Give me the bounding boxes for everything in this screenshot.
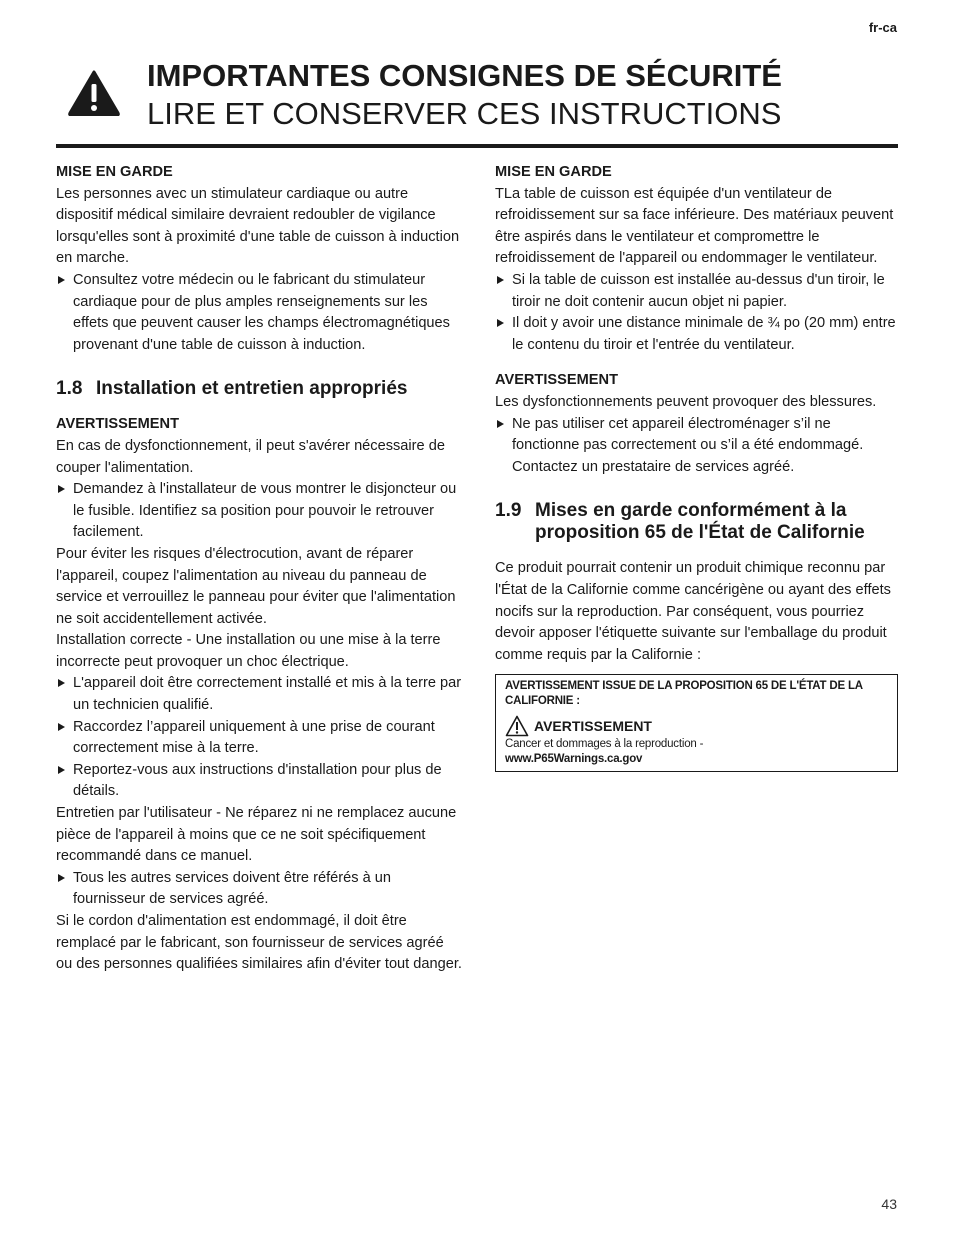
paragraph: Installation correcte - Une installation ou une mise à la terre incorrecte peut provoquer un choc électrique. xyxy=(56,632,441,670)
caution-list xyxy=(56,270,462,356)
prop65-text: Ce produit pourrait contenir un produit chimique reconnu par l'État de la Californie comme cancérigène ou ayant des effets nocifs sur la reproduction. Par conséquent, vous pourriez devoir apposer l'étiquette suivante sur l'emballage du produit comme requis par la Californie : xyxy=(495,560,891,663)
warning-label: AVERTISSEMENT xyxy=(56,416,179,433)
header-divider xyxy=(56,144,898,148)
bullet-arrow-icon xyxy=(58,679,65,687)
list-item: Consultez votre médecin ou le fabricant du stimulateur cardiaque pour de plus amples renseignements sur les effets que peuvent causer les champs électromagnétiques provenant d'une table de cuisson à induction. xyxy=(56,270,462,356)
bullet-arrow-icon xyxy=(58,723,65,731)
bullet-arrow-icon xyxy=(497,319,504,327)
page-subtitle: LIRE ET CONSERVER CES INSTRUCTIONS xyxy=(147,96,782,131)
right-column xyxy=(495,162,898,772)
left-column xyxy=(56,162,462,976)
warning-list xyxy=(56,479,462,544)
caution-text: TLa table de cuisson est équipée d'un ventilateur de refroidissement sur sa face inférieure. Des matériaux peuvent être aspirés dans le ventilateur et compromettre le refroidissement de l'appareil ou endommager le ventilateur. xyxy=(495,185,894,267)
warning-triangle-icon xyxy=(505,715,529,737)
bullet-arrow-icon xyxy=(58,485,65,493)
maintenance-list xyxy=(56,868,462,911)
bullet-arrow-icon xyxy=(58,276,65,284)
paragraph: Si le cordon d'alimentation est endommagé, il doit être remplacé par le fabricant, son fournisseur de services agréé ou des personnes qualifiées similaires afin d'éviter tout danger. xyxy=(56,913,462,973)
bullet-arrow-icon xyxy=(497,276,504,284)
prop65-label-title: AVERTISSEMENT ISSUE DE LA PROPOSITION 65 DE L'ÉTAT DE LA CALIFORNIE : xyxy=(505,680,863,708)
caution-list xyxy=(495,270,898,356)
bullet-arrow-icon xyxy=(58,874,65,882)
page-title: IMPORTANTES CONSIGNES DE SÉCURITÉ xyxy=(147,58,782,93)
caution-label: MISE EN GARDE xyxy=(495,164,612,180)
list-item: Ne pas utiliser cet appareil électroménager s’il ne fonctionne pas correctement ou s’il a été endommagé. Contactez un prestataire de services agréé. xyxy=(495,414,898,479)
list-item: Tous les autres services doivent être référés à un fournisseur de services agréé. xyxy=(56,868,462,911)
list-item: Il doit y avoir une distance minimale de ¾ po (20 mm) entre le contenu du tiroir et l'entrée du ventilateur. xyxy=(495,313,898,356)
prop65-subtext: Cancer et dommages à la reproduction - xyxy=(505,738,704,751)
list-item: Demandez à l'installateur de vous montrer le disjoncteur ou le fusible. Identifiez sa position pour pouvoir le retrouver facilement. xyxy=(56,479,462,544)
installation-list xyxy=(56,673,462,803)
list-item: Si la table de cuisson est installée au-dessus d'un tiroir, le tiroir ne doit contenir aucun objet ni papier. xyxy=(495,270,898,313)
paragraph: Entretien par l'utilisateur - Ne réparez ni ne remplacez aucune pièce de l'appareil à moins que ce ne soit spécifiquement recommandé dans ce manuel. xyxy=(56,805,457,865)
section-heading-1-9: 1.9 Mises en garde conformément à la proposition 65 de l'État de Californie xyxy=(495,500,865,544)
warning-label: AVERTISSEMENT xyxy=(495,372,618,389)
list-item: Raccordez l’appareil uniquement à une prise de courant correctement mise à la terre. xyxy=(56,717,462,760)
prop65-label-box xyxy=(495,674,898,772)
caution-label: MISE EN GARDE xyxy=(56,164,173,180)
language-code: fr-ca xyxy=(868,20,897,35)
bullet-arrow-icon xyxy=(497,420,504,428)
prop65-url: www.P65Warnings.ca.gov xyxy=(505,753,643,766)
bullet-arrow-icon xyxy=(58,766,65,774)
prop65-warning: AVERTISSEMENT xyxy=(505,715,888,737)
section-heading-1-8: 1.8 Installation et entretien appropriés xyxy=(56,378,408,400)
page-number: 43 xyxy=(881,1196,897,1212)
warning-text: En cas de dysfonctionnement, il peut s'avérer nécessaire de couper l'alimentation. xyxy=(56,437,445,476)
paragraph: Pour éviter les risques d'électrocution, avant de réparer l'appareil, coupez l'alimentation au niveau du panneau de service et verrouillez le panneau pour éviter que l'alimentation ne soit accidentellement activée. xyxy=(56,545,456,627)
list-item: L'appareil doit être correctement installé et mis à la terre par un technicien qualifié. xyxy=(56,673,462,716)
caution-text: Les personnes avec un stimulateur cardiaque ou autre dispositif médical similaire devraient redoubler de vigilance lorsqu'elles sont à proximité d'une table de cuisson à induction en marche. xyxy=(56,185,460,267)
warning-text: Les dysfonctionnements peuvent provoquer des blessures. xyxy=(495,393,877,410)
list-item: Reportez-vous aux instructions d'installation pour plus de détails. xyxy=(56,760,462,803)
warning-triangle-icon xyxy=(68,70,120,116)
warning-list xyxy=(495,414,898,479)
